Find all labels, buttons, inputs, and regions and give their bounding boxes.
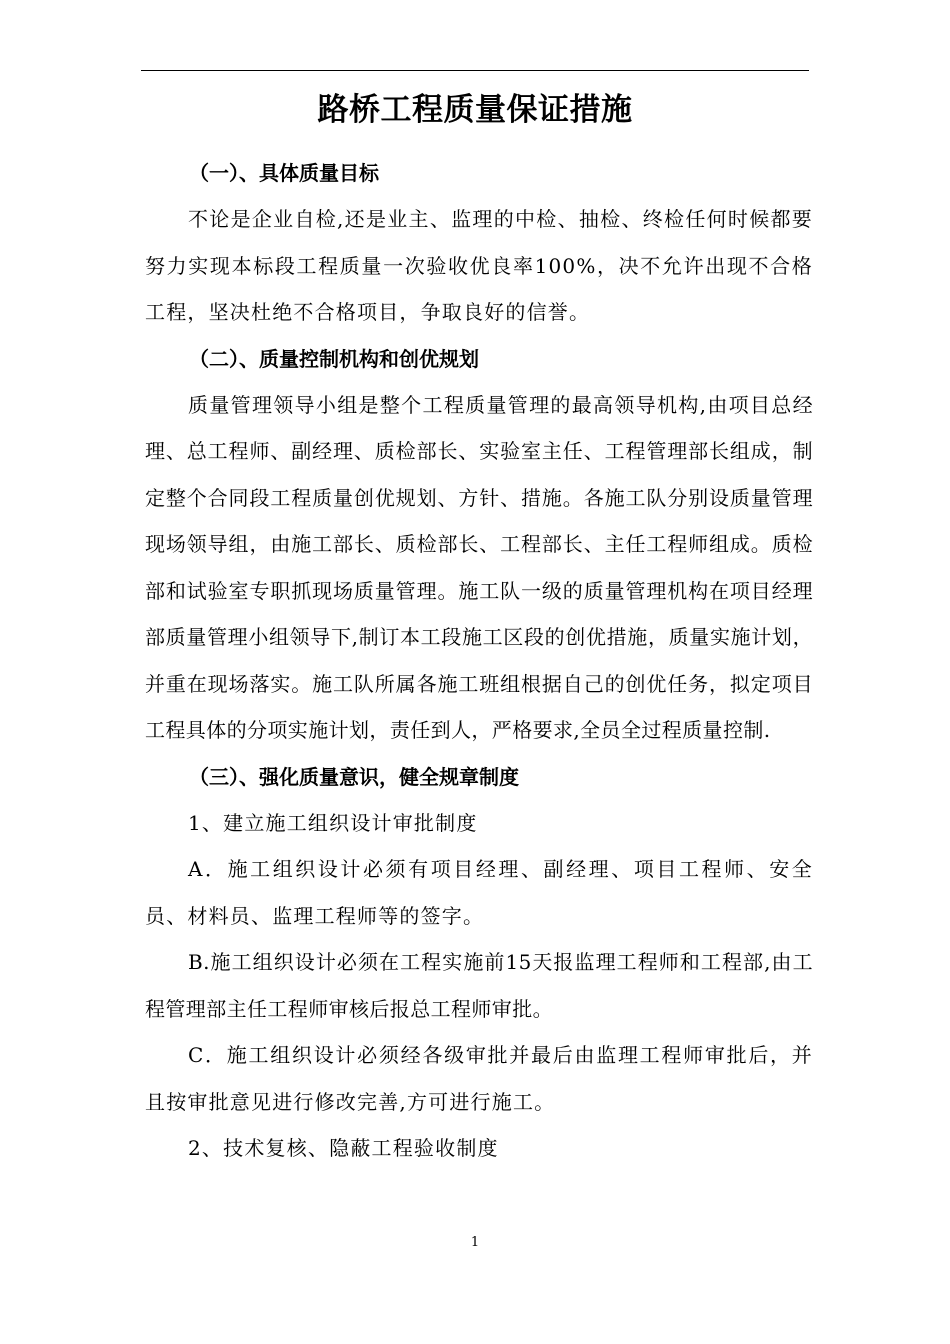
page-title: 路桥工程质量保证措施 [317,92,633,128]
section-heading-regulations: （三）、强化质量意识，健全规章制度 [189,764,519,789]
paragraph-item-c: C．施工组织设计必须经各级审批并最后由监理工程师审批后，并且按审批意见进行修改完善,方可进行施工。 [145,1043,813,1114]
paragraph-review-system: 2、技术复核、隐蔽工程验收制度 [188,1136,499,1160]
section-heading-goals: （一）、具体质量目标 [189,161,379,185]
paragraph-approval-system: 1、建立施工组织设计审批制度 [188,810,478,835]
paragraph-item-a: A．施工组织设计必须有项目经理、副经理、项目工程师、安全员、材料员、监理工程师等的签字。 [145,857,813,928]
header-rule [141,70,809,71]
paragraph-item-b: B.施工组织设计必须在工程实施前15天报监理工程师和工程部,由工程管理部主任工程师审核后报总工程师审批。 [145,950,813,1021]
paragraph-organization: 质量管理领导小组是整个工程质量管理的最高领导机构,由项目总经理、总工程师、副经理、质检部长、实验室主任、工程管理部长组成，制定整个合同段工程质量创优规划、方针、措施。各施工队分别设质量管理现场领导组，由施工部长、质检部长、工程部长、主任工程师组成。质检部和试验室专职抓现场质量管理。施工队一级的质量管理机构在项目经理部质量管理小组领导下,制订本工段施工区段的创优措施，质量实施计划，并重在现场落实。施工队所属各施工班组根据自己的创优任务，拟定项目工程具体的分项实施计划，责任到人，严格要求,全员全过程质量控制. [145,392,813,742]
page-number: 1 [470,1235,480,1250]
document-body [145,150,813,1172]
section-heading-organization: （二）、质量控制机构和创优规划 [189,346,479,371]
paragraph-quality-goal: 不论是企业自检,还是业主、监理的中检、抽检、终检任何时候都要努力实现本标段工程质量一次验收优良率100%，决不允许出现不合格工程，坚决杜绝不合格项目，争取良好的信誉。 [145,207,813,324]
